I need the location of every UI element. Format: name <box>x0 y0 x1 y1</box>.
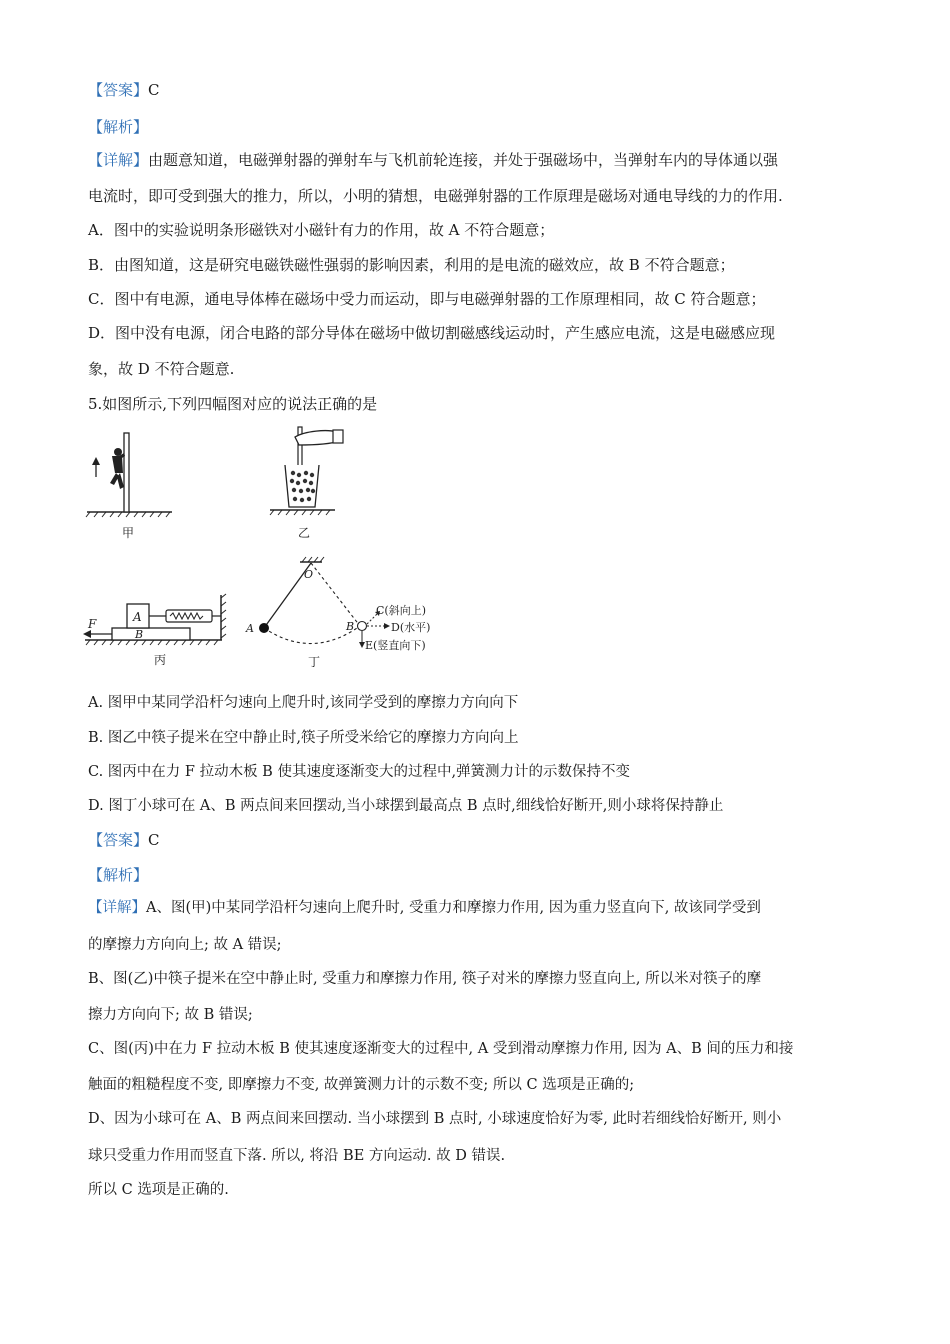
s2-line-7: D、因为小球可在 A、B 两点间来回摆动. 当小球摆到 B 点时, 小球速度恰好为零, 此时若细线恰好断开, 则小 <box>88 1111 782 1127</box>
label-a: A <box>133 610 142 624</box>
label-e: E(竖直向下) <box>365 639 426 652</box>
pole <box>124 433 129 512</box>
figure-jia <box>82 425 192 545</box>
detail-text: 由题意知道，电磁弹射器的弹射车与飞机前轮连接，并处于强磁场中，当弹射车内的导体通以强 <box>148 151 779 169</box>
board-b <box>112 628 190 640</box>
s2-line-6: 触面的粗糙程度不变, 即摩擦力不变, 故弹簧测力计的示数不变; 所以 C 选项是正确的; <box>88 1077 635 1093</box>
label-c: C(斜向上) <box>376 604 426 617</box>
label-f: F <box>88 617 97 631</box>
s2-line-5: C、图(丙)中在力 F 拉动木板 B 使其速度逐渐变大的过程中, A 受到滑动摩擦力作用, 因为 A、B 间的压力和接 <box>88 1041 794 1057</box>
label-o: O <box>304 568 314 581</box>
ball-a <box>259 623 269 633</box>
figure-bing <box>80 590 240 670</box>
figure-yi <box>265 423 375 545</box>
label-bing: 丙 <box>154 653 167 667</box>
label-jia: 甲 <box>122 526 135 540</box>
detail-line-1 <box>88 150 778 170</box>
s1-option-c: C．图中有电源，通电导体棒在磁场中受力而运动，即与电磁弹射器的工作原理相同，故 C 符合题意； <box>88 290 766 308</box>
analysis-tag: 【解析】 <box>88 118 149 136</box>
figure-ding <box>242 552 442 677</box>
s2-line-2: 的摩擦力方向向上; 故 A 错误; <box>88 937 282 953</box>
arrow-head-d <box>384 623 390 629</box>
s2-line-9: 所以 C 选项是正确的. <box>88 1182 229 1198</box>
s1-option-d-cont: 象，故 D 不符合题意. <box>88 360 235 378</box>
sleeve <box>333 430 343 443</box>
string-dashed <box>311 563 360 626</box>
string <box>264 563 314 628</box>
s1-option-d: D．图中没有电源，闭合电路的部分导体在磁场中做切割磁感线运动时，产生感应电流，这是电磁感应现 <box>88 324 776 342</box>
q5-option-c: C. 图丙中在力 F 拉动木板 B 使其速度逐渐变大的过程中,弹簧测力计的示数保持不变 <box>88 764 631 780</box>
analysis-line-1 <box>88 117 148 137</box>
ball-b <box>358 622 367 631</box>
label-d: D(水平) <box>391 621 431 634</box>
detail-text: A、图(甲)中某同学沿杆匀速向上爬升时, 受重力和摩擦力作用, 因为重力竖直向下, 故该同学受到 <box>146 900 761 916</box>
s2-line-3: B、图(乙)中筷子提米在空中静止时, 受重力和摩擦力作用, 筷子对米的摩擦力竖直向上, 所以米对筷子的摩 <box>88 971 762 987</box>
label-yi: 乙 <box>298 526 311 540</box>
answer-line-1 <box>88 80 160 100</box>
up-arrow <box>92 457 100 477</box>
label-b: B <box>135 628 144 641</box>
answer-value: C <box>148 831 160 849</box>
s1-option-a: A．图中的实验说明条形磁铁对小磁针有力的作用，故 A 不符合题意； <box>88 221 555 239</box>
answer-line-2 <box>88 830 160 850</box>
analysis-line-2 <box>88 865 148 885</box>
detail-tag: 【详解】 <box>88 900 146 916</box>
q5-option-d: D. 图丁小球可在 A、B 两点间来回摆动,当小球摆到最高点 B 点时,细线恰好断开,则小球将保持静止 <box>88 798 724 814</box>
climber <box>110 448 125 489</box>
answer-tag: 【答案】 <box>88 831 149 849</box>
q5-option-b: B. 图乙中筷子提米在空中静止时,筷子所受米给它的摩擦力方向向上 <box>88 730 519 746</box>
s2-line-8: 球只受重力作用而竖直下落. 所以, 将沿 BE 方向运动. 故 D 错误. <box>88 1148 506 1164</box>
label-a: A <box>246 622 254 635</box>
s2-line-4: 擦力方向向下; 故 B 错误; <box>88 1007 253 1023</box>
analysis-tag: 【解析】 <box>88 866 149 884</box>
question-5-stem: 5.如图所示,下列四幅图对应的说法正确的是 <box>88 395 378 413</box>
answer-tag: 【答案】 <box>88 81 149 99</box>
q5-option-a: A. 图甲中某同学沿杆匀速向上爬升时,该同学受到的摩擦力方向向下 <box>88 695 519 711</box>
force-arrow <box>83 630 112 638</box>
s2-line-1 <box>88 898 761 918</box>
label-ding: 丁 <box>308 655 321 669</box>
detail-line-2: 电流时，即可受到强大的推力，所以，小明的猜想，电磁弹射器的工作原理是磁场对通电导线的力的作用. <box>88 187 783 205</box>
answer-value: C <box>148 81 160 99</box>
detail-tag: 【详解】 <box>88 151 149 169</box>
s1-option-b: B．由图知道，这是研究电磁铁磁性强弱的影响因素，利用的是电流的磁效应，故 B 不符合题意； <box>88 256 735 274</box>
label-b: B <box>346 620 355 633</box>
